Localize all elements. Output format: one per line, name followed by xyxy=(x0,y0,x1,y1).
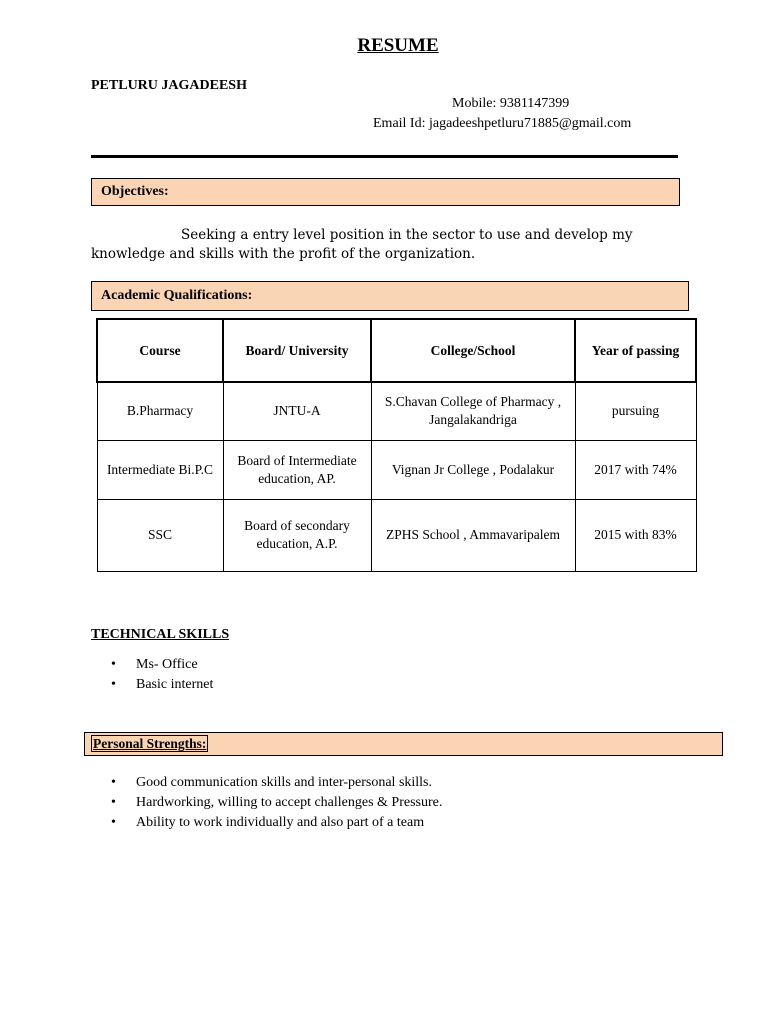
table-cell: B.Pharmacy xyxy=(97,382,223,440)
technical-skills-heading: TECHNICAL SKILLS xyxy=(91,627,230,642)
table-cell: Vignan Jr College , Podalakur xyxy=(371,440,575,499)
list-item xyxy=(91,773,442,793)
personal-strengths-label: Personal Strengths: xyxy=(93,736,207,751)
table-cell: Intermediate Bi.P.C xyxy=(97,440,223,499)
table-cell: SSC xyxy=(97,499,223,571)
header-divider xyxy=(91,155,678,158)
technical-skills-list xyxy=(91,655,213,695)
table-cell: Board of secondary education, A.P. xyxy=(223,499,371,571)
objectives-heading: Objectives: xyxy=(91,178,680,206)
personal-strengths-list xyxy=(91,773,442,833)
email-address: Email Id: jagadeeshpetluru71885@gmail.com xyxy=(373,116,632,131)
table-row xyxy=(97,440,696,499)
strength-text: Good communication skills and inter-personal skills. xyxy=(136,775,433,790)
personal-strengths-heading xyxy=(84,732,723,756)
list-item xyxy=(91,675,213,695)
table-cell: ZPHS School , Ammavaripalem xyxy=(371,499,575,571)
table-row xyxy=(97,499,696,571)
table-cell: pursuing xyxy=(575,382,696,440)
candidate-name: PETLURU JAGADEESH xyxy=(91,78,247,93)
skill-text: Ms- Office xyxy=(136,657,198,672)
list-item xyxy=(91,655,213,675)
table-cell: Board of Intermediate education, AP. xyxy=(223,440,371,499)
bullet-icon: • xyxy=(111,677,116,692)
resume-title: RESUME xyxy=(357,35,439,56)
strength-text: Ability to work individually and also part of a team xyxy=(136,815,425,830)
bullet-icon: • xyxy=(111,795,116,810)
objectives-text: Seeking a entry level position in the sector to use and develop my knowledge and skills with the profit of the organization. xyxy=(91,227,633,262)
column-header-board: Board/ University xyxy=(223,319,371,382)
academic-heading: Academic Qualifications: xyxy=(91,281,689,311)
skill-text: Basic internet xyxy=(136,677,214,692)
list-item xyxy=(91,793,442,813)
column-header-year: Year of passing xyxy=(575,319,696,382)
strength-text: Hardworking, willing to accept challenges & Pressure. xyxy=(136,795,443,810)
table-cell: JNTU-A xyxy=(223,382,371,440)
table-cell: 2017 with 74% xyxy=(575,440,696,499)
table-cell: S.Chavan College of Pharmacy , Jangalakandriga xyxy=(371,382,575,440)
bullet-icon: • xyxy=(111,657,116,672)
bullet-icon: • xyxy=(111,775,116,790)
column-header-course: Course xyxy=(97,319,223,382)
bullet-icon: • xyxy=(111,815,116,830)
academic-table xyxy=(96,318,697,572)
list-item xyxy=(91,813,442,833)
column-header-college: College/School xyxy=(371,319,575,382)
table-row xyxy=(97,382,696,440)
table-header-row xyxy=(97,319,696,382)
table-cell: 2015 with 83% xyxy=(575,499,696,571)
mobile-number: Mobile: 9381147399 xyxy=(452,96,570,111)
